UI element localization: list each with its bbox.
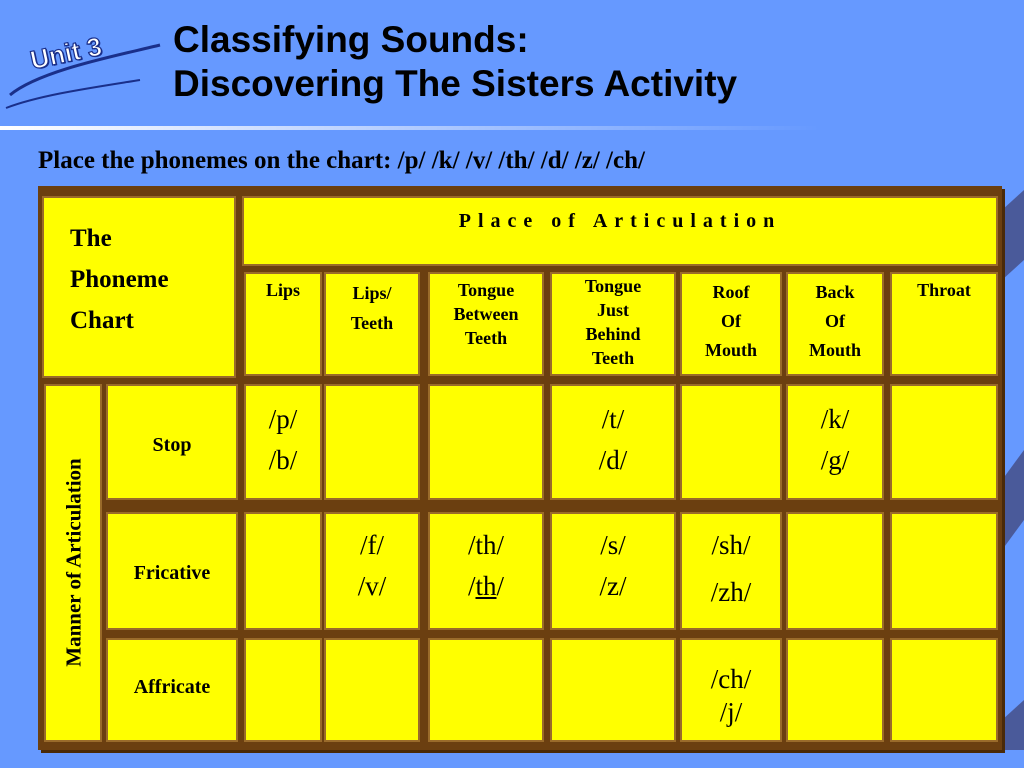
- place-header-cell: [242, 196, 998, 266]
- title-line-2: Discovering The Sisters Activity: [173, 63, 738, 104]
- cell-stop-lips-teeth[interactable]: [324, 384, 420, 500]
- manner-header: Manner of Articulation: [61, 458, 86, 667]
- col-header-tongue-between-teeth: Tongue Between Teeth: [428, 272, 544, 376]
- cell-stop-behind-teeth[interactable]: /t/ /d/: [550, 384, 676, 500]
- phoneme-chart: [38, 186, 1002, 750]
- cell-aff-lips[interactable]: [244, 638, 322, 742]
- cell-aff-between-teeth[interactable]: [428, 638, 544, 742]
- cell-fric-lips-teeth[interactable]: /f/ /v/: [324, 512, 420, 630]
- cell-stop-between-teeth[interactable]: [428, 384, 544, 500]
- row-label-stop: Stop: [106, 384, 238, 500]
- cell-stop-roof[interactable]: [680, 384, 782, 500]
- page-title: [173, 18, 737, 106]
- cell-fric-between-teeth[interactable]: /th/ /th/: [428, 512, 544, 630]
- cell-fric-throat[interactable]: [890, 512, 998, 630]
- cell-stop-back[interactable]: /k/ /g/: [786, 384, 884, 500]
- row-label-fricative: Fricative: [106, 512, 238, 630]
- instruction-text: Place the phonemes on the chart: /p/ /k/ /v/ /th/ /d/ /z/ /ch/: [38, 147, 645, 174]
- chart-name-cell: [42, 196, 236, 378]
- cell-aff-behind-teeth[interactable]: [550, 638, 676, 742]
- cell-aff-lips-teeth[interactable]: [324, 638, 420, 742]
- col-header-back-of-mouth: Back Of Mouth: [786, 272, 884, 376]
- col-header-lips: Lips: [244, 272, 322, 376]
- col-header-lips-teeth: Lips/ Teeth: [324, 272, 420, 376]
- cell-fric-roof[interactable]: /sh/ /zh/: [680, 512, 782, 630]
- row-label-affricate: Affricate: [106, 638, 238, 742]
- cell-fric-back[interactable]: [786, 512, 884, 630]
- cell-stop-throat[interactable]: [890, 384, 998, 500]
- col-header-throat: Throat: [890, 272, 998, 376]
- cell-aff-back[interactable]: [786, 638, 884, 742]
- col-header-tongue-behind-teeth: Tongue Just Behind Teeth: [550, 272, 676, 376]
- title-line-1: Classifying Sounds:: [173, 19, 529, 60]
- manner-header-cell: [44, 384, 102, 742]
- chart-name: The Phoneme Chart: [70, 225, 169, 334]
- decorative-wedges: [1002, 190, 1024, 750]
- cell-aff-roof[interactable]: /ch/ /j/: [680, 638, 782, 742]
- cell-fric-behind-teeth[interactable]: /s/ /z/: [550, 512, 676, 630]
- cell-stop-lips[interactable]: /p/ /b/: [244, 384, 322, 500]
- cell-aff-throat[interactable]: [890, 638, 998, 742]
- unit-logo: Unit 3: [27, 30, 105, 76]
- col-header-roof-of-mouth: Roof Of Mouth: [680, 272, 782, 376]
- cell-fric-lips[interactable]: [244, 512, 322, 630]
- place-header: Place of Articulation: [458, 210, 782, 232]
